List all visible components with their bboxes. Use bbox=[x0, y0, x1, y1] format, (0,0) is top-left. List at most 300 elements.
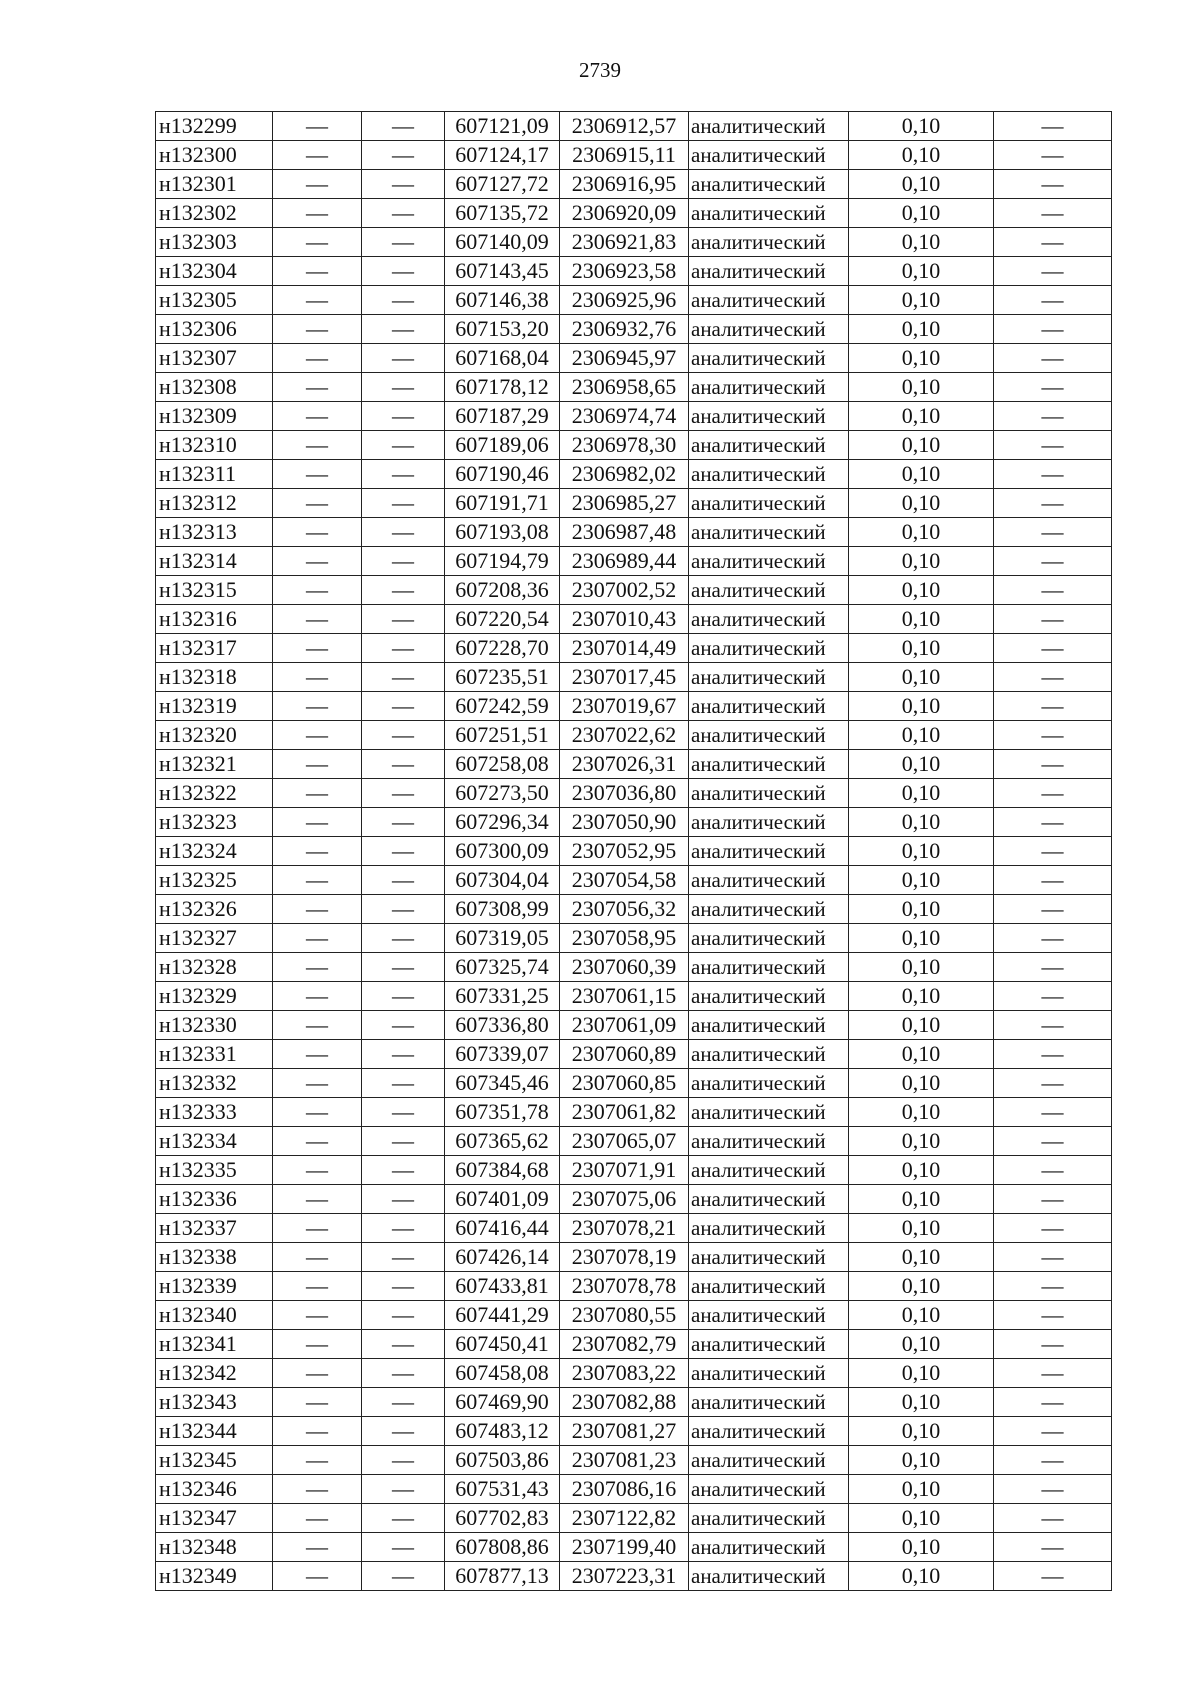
dash-cell: — bbox=[273, 431, 362, 460]
dash-cell: — bbox=[994, 518, 1112, 547]
method-cell: аналитический bbox=[689, 895, 849, 924]
table-row bbox=[156, 1533, 1112, 1562]
accuracy-cell: 0,10 bbox=[849, 1330, 994, 1359]
table-row bbox=[156, 257, 1112, 286]
point-number-cell: н132312 bbox=[156, 489, 273, 518]
x-coordinate-cell: 607220,54 bbox=[445, 605, 560, 634]
x-coordinate-cell: 607193,08 bbox=[445, 518, 560, 547]
y-coordinate-cell: 2307058,95 bbox=[560, 924, 689, 953]
method-cell: аналитический bbox=[689, 605, 849, 634]
method-cell: аналитический bbox=[689, 1533, 849, 1562]
table-row bbox=[156, 402, 1112, 431]
point-number-cell: н132333 bbox=[156, 1098, 273, 1127]
method-cell: аналитический bbox=[689, 431, 849, 460]
table-row bbox=[156, 692, 1112, 721]
method-cell: аналитический bbox=[689, 924, 849, 953]
dash-cell: — bbox=[362, 721, 445, 750]
point-number-cell: н132320 bbox=[156, 721, 273, 750]
dash-cell: — bbox=[273, 1562, 362, 1591]
accuracy-cell: 0,10 bbox=[849, 1127, 994, 1156]
table-row bbox=[156, 1475, 1112, 1504]
table-row bbox=[156, 953, 1112, 982]
point-number-cell: н132347 bbox=[156, 1504, 273, 1533]
x-coordinate-cell: 607416,44 bbox=[445, 1214, 560, 1243]
dash-cell: — bbox=[362, 808, 445, 837]
dash-cell: — bbox=[273, 895, 362, 924]
dash-cell: — bbox=[273, 489, 362, 518]
dash-cell: — bbox=[994, 1562, 1112, 1591]
accuracy-cell: 0,10 bbox=[849, 112, 994, 141]
dash-cell: — bbox=[362, 460, 445, 489]
dash-cell: — bbox=[273, 1156, 362, 1185]
dash-cell: — bbox=[273, 837, 362, 866]
point-number-cell: н132334 bbox=[156, 1127, 273, 1156]
x-coordinate-cell: 607251,51 bbox=[445, 721, 560, 750]
point-number-cell: н132348 bbox=[156, 1533, 273, 1562]
dash-cell: — bbox=[273, 228, 362, 257]
x-coordinate-cell: 607441,29 bbox=[445, 1301, 560, 1330]
dash-cell: — bbox=[994, 257, 1112, 286]
dash-cell: — bbox=[273, 199, 362, 228]
dash-cell: — bbox=[994, 1533, 1112, 1562]
y-coordinate-cell: 2306916,95 bbox=[560, 170, 689, 199]
dash-cell: — bbox=[994, 402, 1112, 431]
x-coordinate-cell: 607127,72 bbox=[445, 170, 560, 199]
dash-cell: — bbox=[273, 1185, 362, 1214]
y-coordinate-cell: 2306978,30 bbox=[560, 431, 689, 460]
x-coordinate-cell: 607877,13 bbox=[445, 1562, 560, 1591]
x-coordinate-cell: 607702,83 bbox=[445, 1504, 560, 1533]
table-row bbox=[156, 895, 1112, 924]
dash-cell: — bbox=[273, 605, 362, 634]
point-number-cell: н132307 bbox=[156, 344, 273, 373]
accuracy-cell: 0,10 bbox=[849, 721, 994, 750]
table-row bbox=[156, 1446, 1112, 1475]
dash-cell: — bbox=[273, 402, 362, 431]
point-number-cell: н132310 bbox=[156, 431, 273, 460]
accuracy-cell: 0,10 bbox=[849, 1359, 994, 1388]
x-coordinate-cell: 607258,08 bbox=[445, 750, 560, 779]
point-number-cell: н132344 bbox=[156, 1417, 273, 1446]
y-coordinate-cell: 2306985,27 bbox=[560, 489, 689, 518]
dash-cell: — bbox=[994, 1011, 1112, 1040]
y-coordinate-cell: 2307078,19 bbox=[560, 1243, 689, 1272]
point-number-cell: н132302 bbox=[156, 199, 273, 228]
method-cell: аналитический bbox=[689, 547, 849, 576]
dash-cell: — bbox=[994, 1272, 1112, 1301]
point-number-cell: н132335 bbox=[156, 1156, 273, 1185]
x-coordinate-cell: 607339,07 bbox=[445, 1040, 560, 1069]
accuracy-cell: 0,10 bbox=[849, 1533, 994, 1562]
point-number-cell: н132316 bbox=[156, 605, 273, 634]
y-coordinate-cell: 2307054,58 bbox=[560, 866, 689, 895]
accuracy-cell: 0,10 bbox=[849, 1011, 994, 1040]
dash-cell: — bbox=[273, 547, 362, 576]
dash-cell: — bbox=[994, 170, 1112, 199]
point-number-cell: н132340 bbox=[156, 1301, 273, 1330]
dash-cell: — bbox=[994, 750, 1112, 779]
dash-cell: — bbox=[362, 431, 445, 460]
dash-cell: — bbox=[362, 924, 445, 953]
table-row bbox=[156, 1272, 1112, 1301]
accuracy-cell: 0,10 bbox=[849, 982, 994, 1011]
point-number-cell: н132305 bbox=[156, 286, 273, 315]
method-cell: аналитический bbox=[689, 228, 849, 257]
point-number-cell: н132349 bbox=[156, 1562, 273, 1591]
x-coordinate-cell: 607319,05 bbox=[445, 924, 560, 953]
dash-cell: — bbox=[362, 605, 445, 634]
dash-cell: — bbox=[994, 576, 1112, 605]
dash-cell: — bbox=[273, 663, 362, 692]
dash-cell: — bbox=[273, 808, 362, 837]
accuracy-cell: 0,10 bbox=[849, 286, 994, 315]
dash-cell: — bbox=[994, 1504, 1112, 1533]
y-coordinate-cell: 2306945,97 bbox=[560, 344, 689, 373]
x-coordinate-cell: 607168,04 bbox=[445, 344, 560, 373]
point-number-cell: н132337 bbox=[156, 1214, 273, 1243]
accuracy-cell: 0,10 bbox=[849, 547, 994, 576]
point-number-cell: н132346 bbox=[156, 1475, 273, 1504]
point-number-cell: н132304 bbox=[156, 257, 273, 286]
dash-cell: — bbox=[362, 286, 445, 315]
dash-cell: — bbox=[273, 1011, 362, 1040]
y-coordinate-cell: 2306923,58 bbox=[560, 257, 689, 286]
dash-cell: — bbox=[994, 489, 1112, 518]
table-row bbox=[156, 605, 1112, 634]
point-number-cell: н132341 bbox=[156, 1330, 273, 1359]
y-coordinate-cell: 2307199,40 bbox=[560, 1533, 689, 1562]
dash-cell: — bbox=[362, 1301, 445, 1330]
table-row bbox=[156, 344, 1112, 373]
point-number-cell: н132331 bbox=[156, 1040, 273, 1069]
dash-cell: — bbox=[273, 1272, 362, 1301]
table-row bbox=[156, 1417, 1112, 1446]
y-coordinate-cell: 2307010,43 bbox=[560, 605, 689, 634]
y-coordinate-cell: 2307002,52 bbox=[560, 576, 689, 605]
point-number-cell: н132308 bbox=[156, 373, 273, 402]
method-cell: аналитический bbox=[689, 1098, 849, 1127]
table-row bbox=[156, 315, 1112, 344]
y-coordinate-cell: 2307081,27 bbox=[560, 1417, 689, 1446]
x-coordinate-cell: 607304,04 bbox=[445, 866, 560, 895]
dash-cell: — bbox=[273, 1388, 362, 1417]
accuracy-cell: 0,10 bbox=[849, 518, 994, 547]
dash-cell: — bbox=[362, 489, 445, 518]
accuracy-cell: 0,10 bbox=[849, 1272, 994, 1301]
x-coordinate-cell: 607331,25 bbox=[445, 982, 560, 1011]
method-cell: аналитический bbox=[689, 518, 849, 547]
point-number-cell: н132327 bbox=[156, 924, 273, 953]
table-row bbox=[156, 866, 1112, 895]
dash-cell: — bbox=[273, 1040, 362, 1069]
dash-cell: — bbox=[273, 373, 362, 402]
dash-cell: — bbox=[273, 692, 362, 721]
dash-cell: — bbox=[362, 1185, 445, 1214]
x-coordinate-cell: 607124,17 bbox=[445, 141, 560, 170]
dash-cell: — bbox=[273, 721, 362, 750]
dash-cell: — bbox=[994, 1475, 1112, 1504]
point-number-cell: н132342 bbox=[156, 1359, 273, 1388]
dash-cell: — bbox=[362, 257, 445, 286]
y-coordinate-cell: 2307223,31 bbox=[560, 1562, 689, 1591]
dash-cell: — bbox=[273, 344, 362, 373]
dash-cell: — bbox=[994, 286, 1112, 315]
dash-cell: — bbox=[362, 199, 445, 228]
dash-cell: — bbox=[273, 1330, 362, 1359]
accuracy-cell: 0,10 bbox=[849, 1040, 994, 1069]
dash-cell: — bbox=[994, 982, 1112, 1011]
table-row bbox=[156, 1069, 1112, 1098]
dash-cell: — bbox=[994, 199, 1112, 228]
method-cell: аналитический bbox=[689, 373, 849, 402]
x-coordinate-cell: 607242,59 bbox=[445, 692, 560, 721]
point-number-cell: н132328 bbox=[156, 953, 273, 982]
dash-cell: — bbox=[362, 779, 445, 808]
method-cell: аналитический bbox=[689, 1243, 849, 1272]
y-coordinate-cell: 2307082,88 bbox=[560, 1388, 689, 1417]
point-number-cell: н132345 bbox=[156, 1446, 273, 1475]
dash-cell: — bbox=[273, 1301, 362, 1330]
y-coordinate-cell: 2307022,62 bbox=[560, 721, 689, 750]
point-number-cell: н132330 bbox=[156, 1011, 273, 1040]
x-coordinate-cell: 607300,09 bbox=[445, 837, 560, 866]
accuracy-cell: 0,10 bbox=[849, 576, 994, 605]
dash-cell: — bbox=[994, 721, 1112, 750]
table-row bbox=[156, 1562, 1112, 1591]
x-coordinate-cell: 607365,62 bbox=[445, 1127, 560, 1156]
point-number-cell: н132309 bbox=[156, 402, 273, 431]
y-coordinate-cell: 2307071,91 bbox=[560, 1156, 689, 1185]
accuracy-cell: 0,10 bbox=[849, 1098, 994, 1127]
y-coordinate-cell: 2307026,31 bbox=[560, 750, 689, 779]
x-coordinate-cell: 607384,68 bbox=[445, 1156, 560, 1185]
dash-cell: — bbox=[994, 431, 1112, 460]
method-cell: аналитический bbox=[689, 315, 849, 344]
point-number-cell: н132329 bbox=[156, 982, 273, 1011]
table-row bbox=[156, 1330, 1112, 1359]
table-row bbox=[156, 1214, 1112, 1243]
table-row bbox=[156, 663, 1112, 692]
dash-cell: — bbox=[362, 141, 445, 170]
accuracy-cell: 0,10 bbox=[849, 750, 994, 779]
table-row bbox=[156, 1127, 1112, 1156]
dash-cell: — bbox=[273, 1533, 362, 1562]
x-coordinate-cell: 607433,81 bbox=[445, 1272, 560, 1301]
point-number-cell: н132301 bbox=[156, 170, 273, 199]
table-row bbox=[156, 837, 1112, 866]
dash-cell: — bbox=[994, 779, 1112, 808]
dash-cell: — bbox=[273, 750, 362, 779]
x-coordinate-cell: 607426,14 bbox=[445, 1243, 560, 1272]
x-coordinate-cell: 607189,06 bbox=[445, 431, 560, 460]
dash-cell: — bbox=[273, 460, 362, 489]
dash-cell: — bbox=[362, 1069, 445, 1098]
x-coordinate-cell: 607194,79 bbox=[445, 547, 560, 576]
y-coordinate-cell: 2306932,76 bbox=[560, 315, 689, 344]
dash-cell: — bbox=[994, 1446, 1112, 1475]
point-number-cell: н132319 bbox=[156, 692, 273, 721]
x-coordinate-cell: 607336,80 bbox=[445, 1011, 560, 1040]
method-cell: аналитический bbox=[689, 1272, 849, 1301]
method-cell: аналитический bbox=[689, 112, 849, 141]
accuracy-cell: 0,10 bbox=[849, 431, 994, 460]
method-cell: аналитический bbox=[689, 1417, 849, 1446]
y-coordinate-cell: 2307014,49 bbox=[560, 634, 689, 663]
dash-cell: — bbox=[362, 1098, 445, 1127]
method-cell: аналитический bbox=[689, 808, 849, 837]
dash-cell: — bbox=[994, 866, 1112, 895]
y-coordinate-cell: 2307065,07 bbox=[560, 1127, 689, 1156]
method-cell: аналитический bbox=[689, 1504, 849, 1533]
x-coordinate-cell: 607296,34 bbox=[445, 808, 560, 837]
method-cell: аналитический bbox=[689, 576, 849, 605]
x-coordinate-cell: 607450,41 bbox=[445, 1330, 560, 1359]
y-coordinate-cell: 2307075,06 bbox=[560, 1185, 689, 1214]
dash-cell: — bbox=[273, 924, 362, 953]
accuracy-cell: 0,10 bbox=[849, 663, 994, 692]
dash-cell: — bbox=[994, 1214, 1112, 1243]
table-row bbox=[156, 170, 1112, 199]
y-coordinate-cell: 2307017,45 bbox=[560, 663, 689, 692]
method-cell: аналитический bbox=[689, 286, 849, 315]
dash-cell: — bbox=[362, 518, 445, 547]
dash-cell: — bbox=[994, 1388, 1112, 1417]
method-cell: аналитический bbox=[689, 1156, 849, 1185]
dash-cell: — bbox=[994, 1127, 1112, 1156]
dash-cell: — bbox=[362, 692, 445, 721]
x-coordinate-cell: 607143,45 bbox=[445, 257, 560, 286]
coordinates-table-body bbox=[156, 112, 1112, 1591]
method-cell: аналитический bbox=[689, 489, 849, 518]
accuracy-cell: 0,10 bbox=[849, 489, 994, 518]
method-cell: аналитический bbox=[689, 1562, 849, 1591]
x-coordinate-cell: 607325,74 bbox=[445, 953, 560, 982]
x-coordinate-cell: 607135,72 bbox=[445, 199, 560, 228]
accuracy-cell: 0,10 bbox=[849, 1214, 994, 1243]
dash-cell: — bbox=[994, 924, 1112, 953]
y-coordinate-cell: 2307019,67 bbox=[560, 692, 689, 721]
x-coordinate-cell: 607121,09 bbox=[445, 112, 560, 141]
table-row bbox=[156, 1504, 1112, 1533]
table-row bbox=[156, 431, 1112, 460]
accuracy-cell: 0,10 bbox=[849, 1301, 994, 1330]
dash-cell: — bbox=[362, 1446, 445, 1475]
point-number-cell: н132300 bbox=[156, 141, 273, 170]
dash-cell: — bbox=[362, 1156, 445, 1185]
table-row bbox=[156, 1301, 1112, 1330]
dash-cell: — bbox=[362, 576, 445, 605]
x-coordinate-cell: 607140,09 bbox=[445, 228, 560, 257]
method-cell: аналитический bbox=[689, 1475, 849, 1504]
method-cell: аналитический bbox=[689, 953, 849, 982]
table-row bbox=[156, 982, 1112, 1011]
y-coordinate-cell: 2307036,80 bbox=[560, 779, 689, 808]
dash-cell: — bbox=[994, 895, 1112, 924]
table-row bbox=[156, 1185, 1112, 1214]
dash-cell: — bbox=[362, 1504, 445, 1533]
method-cell: аналитический bbox=[689, 1127, 849, 1156]
dash-cell: — bbox=[994, 460, 1112, 489]
method-cell: аналитический bbox=[689, 866, 849, 895]
accuracy-cell: 0,10 bbox=[849, 1243, 994, 1272]
method-cell: аналитический bbox=[689, 779, 849, 808]
accuracy-cell: 0,10 bbox=[849, 1562, 994, 1591]
method-cell: аналитический bbox=[689, 1330, 849, 1359]
dash-cell: — bbox=[362, 1040, 445, 1069]
accuracy-cell: 0,10 bbox=[849, 866, 994, 895]
x-coordinate-cell: 607190,46 bbox=[445, 460, 560, 489]
point-number-cell: н132332 bbox=[156, 1069, 273, 1098]
dash-cell: — bbox=[362, 1127, 445, 1156]
dash-cell: — bbox=[273, 257, 362, 286]
dash-cell: — bbox=[273, 779, 362, 808]
dash-cell: — bbox=[273, 112, 362, 141]
y-coordinate-cell: 2307061,82 bbox=[560, 1098, 689, 1127]
y-coordinate-cell: 2306925,96 bbox=[560, 286, 689, 315]
y-coordinate-cell: 2307050,90 bbox=[560, 808, 689, 837]
method-cell: аналитический bbox=[689, 1011, 849, 1040]
accuracy-cell: 0,10 bbox=[849, 1446, 994, 1475]
x-coordinate-cell: 607187,29 bbox=[445, 402, 560, 431]
dash-cell: — bbox=[362, 837, 445, 866]
x-coordinate-cell: 607273,50 bbox=[445, 779, 560, 808]
method-cell: аналитический bbox=[689, 837, 849, 866]
dash-cell: — bbox=[994, 373, 1112, 402]
y-coordinate-cell: 2306920,09 bbox=[560, 199, 689, 228]
dash-cell: — bbox=[273, 1069, 362, 1098]
dash-cell: — bbox=[362, 1359, 445, 1388]
dash-cell: — bbox=[273, 982, 362, 1011]
y-coordinate-cell: 2307060,85 bbox=[560, 1069, 689, 1098]
dash-cell: — bbox=[994, 315, 1112, 344]
y-coordinate-cell: 2306989,44 bbox=[560, 547, 689, 576]
method-cell: аналитический bbox=[689, 750, 849, 779]
table-row bbox=[156, 199, 1112, 228]
accuracy-cell: 0,10 bbox=[849, 953, 994, 982]
y-coordinate-cell: 2307061,15 bbox=[560, 982, 689, 1011]
method-cell: аналитический bbox=[689, 1388, 849, 1417]
accuracy-cell: 0,10 bbox=[849, 634, 994, 663]
dash-cell: — bbox=[994, 953, 1112, 982]
dash-cell: — bbox=[273, 1243, 362, 1272]
table-row bbox=[156, 750, 1112, 779]
dash-cell: — bbox=[362, 547, 445, 576]
point-number-cell: н132299 bbox=[156, 112, 273, 141]
table-row bbox=[156, 1040, 1112, 1069]
table-row bbox=[156, 228, 1112, 257]
x-coordinate-cell: 607308,99 bbox=[445, 895, 560, 924]
method-cell: аналитический bbox=[689, 692, 849, 721]
y-coordinate-cell: 2306915,11 bbox=[560, 141, 689, 170]
dash-cell: — bbox=[994, 228, 1112, 257]
x-coordinate-cell: 607345,46 bbox=[445, 1069, 560, 1098]
point-number-cell: н132318 bbox=[156, 663, 273, 692]
y-coordinate-cell: 2306987,48 bbox=[560, 518, 689, 547]
method-cell: аналитический bbox=[689, 344, 849, 373]
accuracy-cell: 0,10 bbox=[849, 837, 994, 866]
table-row bbox=[156, 721, 1112, 750]
dash-cell: — bbox=[362, 112, 445, 141]
table-row bbox=[156, 518, 1112, 547]
dash-cell: — bbox=[273, 634, 362, 663]
dash-cell: — bbox=[994, 141, 1112, 170]
point-number-cell: н132315 bbox=[156, 576, 273, 605]
dash-cell: — bbox=[273, 518, 362, 547]
table-row bbox=[156, 112, 1112, 141]
accuracy-cell: 0,10 bbox=[849, 779, 994, 808]
table-row bbox=[156, 1388, 1112, 1417]
y-coordinate-cell: 2307122,82 bbox=[560, 1504, 689, 1533]
